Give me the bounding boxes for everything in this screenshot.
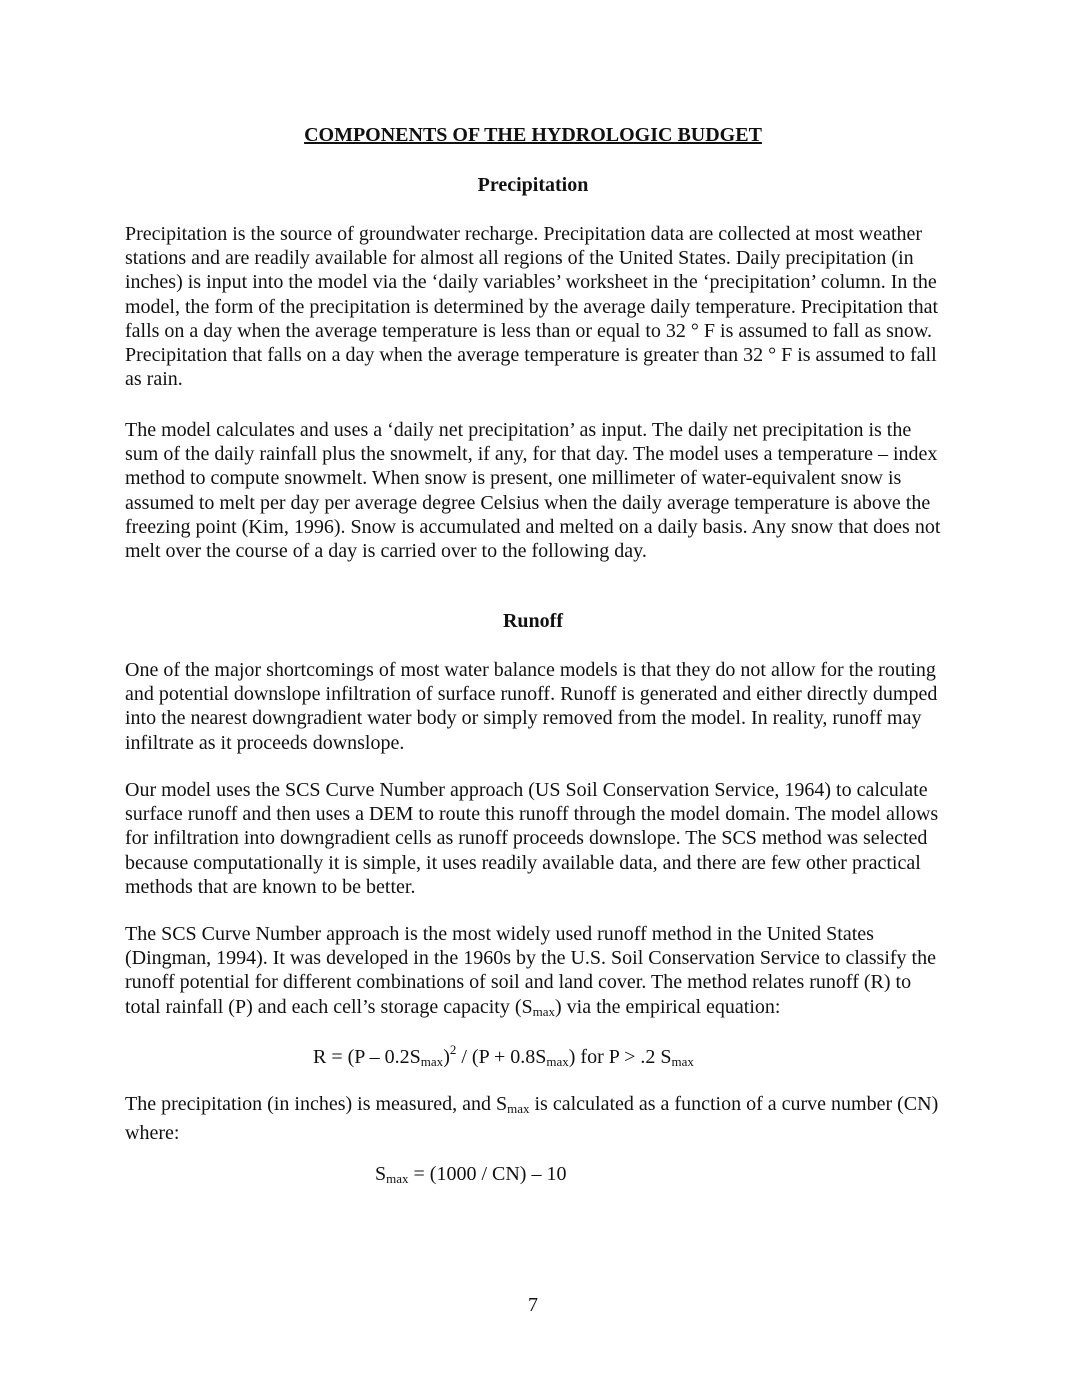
- runoff-paragraph-4: The precipitation (in inches) is measured, and $S_{max}$ is calculated as a function of a curve number (CN) where:: [125, 1093, 939, 1145]
- runoff-equation: $R = (P - 0.2S_{max})^2 / (P + 0.8S_{max})$ for P > .2 $S_{max}$: [313, 1042, 694, 1069]
- smax-equation: $S_{max} = (1000 / CN) - 10$: [375, 1163, 567, 1186]
- section-heading-runoff: Runoff: [502, 610, 563, 632]
- runoff-paragraph-1: One of the major shortcomings of most water balance models is that they do not allow for the routing and potential downslope infiltration of surface runoff. Runoff is generated and either directly dumped into the nearest downgradient water body or simply removed from the model. In reality, runoff may infiltrate as it proceeds downslope.: [125, 659, 938, 754]
- section-heading-precipitation: Precipitation: [477, 174, 589, 196]
- page-title: COMPONENTS OF THE HYDROLOGIC BUDGET: [304, 124, 762, 146]
- runoff-paragraph-3: The SCS Curve Number approach is the most widely used runoff method in the United States (Dingman, 1994). It was developed in the 1960s by the U.S. Soil Conservation Service to classify the runoff potential for different combinations of soil and land cover. The method relates runoff (R) to total rainfall (P) and each cell’s storage capacity $(S_{max})$ via the empirical equation:: [125, 923, 936, 1019]
- runoff-paragraph-2: Our model uses the SCS Curve Number approach (US Soil Conservation Service, 1964) to calculate surface runoff and then uses a DEM to route this runoff through the model domain. The model allows for infiltration into downgradient cells as runoff proceeds downslope. The SCS method was selected because computationally it is simple, it uses readily available data, and there are few other practical methods that are known to be better.: [125, 779, 939, 898]
- precipitation-paragraph-1: Precipitation is the source of groundwater recharge. Precipitation data are collected at most weather stations and are readily available for almost all regions of the United States. Daily precipitation (in inches) is input into the model via the ‘daily variables’ worksheet in the ‘precipitation’ column. In the model, the form of the precipitation is determined by the average daily temperature. Precipitation that falls on a day when the average temperature is less than or equal to 32 ° F is assumed to fall as snow. Precipitation that falls on a day when the average temperature is greater than 32 ° F is assumed to fall as rain.: [125, 223, 939, 391]
- page-number: 7: [528, 1294, 538, 1316]
- precipitation-paragraph-2: The model calculates and uses a ‘daily net precipitation’ as input. The daily net precipitation is the sum of the daily rainfall plus the snowmelt, if any, for that day. The model uses a temperature – index method to compute snowmelt. When snow is present, one millimeter of water-equivalent snow is assumed to melt per day per average degree Celsius when the daily average temperature is above the freezing point (Kim, 1996). Snow is accumulated and melted on a daily basis. Any snow that does not melt over the course of a day is carried over to the following day.: [125, 419, 941, 563]
